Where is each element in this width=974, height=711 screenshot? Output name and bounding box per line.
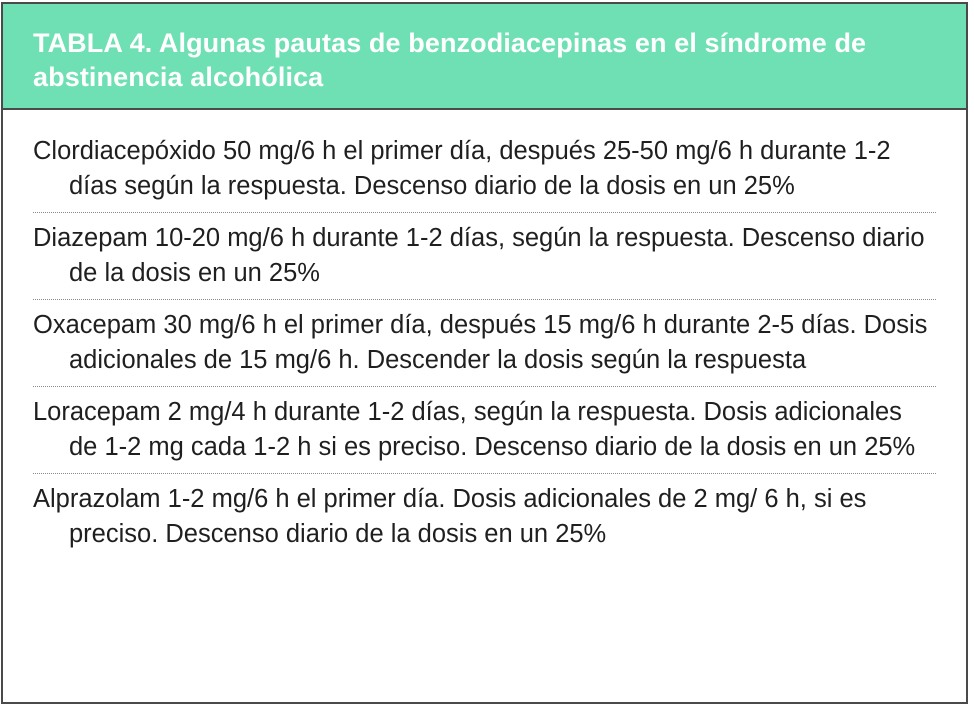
benzodiazepine-table <box>1 2 968 704</box>
table-row-diazepam: Diazepam 10-20 mg/6 h durante 1-2 días, según la respuesta. Descenso diario de la dosis en un 25% <box>33 213 936 300</box>
table-row-loracepam: Loracepam 2 mg/4 h durante 1-2 días, según la respuesta. Dosis adicionales de 1-2 mg cada 1-2 h si es preciso. Descenso diario de la dosis en un 25% <box>33 387 936 474</box>
table-body <box>3 110 966 560</box>
table-title: TABLA 4. Algunas pautas de benzodiacepinas en el síndrome de abstinencia alcohólica <box>33 28 867 92</box>
table-header <box>3 4 966 110</box>
table-row-oxacepam: Oxacepam 30 mg/6 h el primer día, después 15 mg/6 h durante 2-5 días. Dosis adicionales de 15 mg/6 h. Descender la dosis según la respuesta <box>33 300 936 387</box>
table-row-clordiacepoxido: Clordiacepóxido 50 mg/6 h el primer día, después 25-50 mg/6 h durante 1-2 días según la respuesta. Descenso diario de la dosis en un 25% <box>33 134 936 213</box>
table-row-alprazolam: Alprazolam 1-2 mg/6 h el primer día. Dosis adicionales de 2 mg/ 6 h, si es preciso. Descenso diario de la dosis en un 25% <box>33 485 867 548</box>
